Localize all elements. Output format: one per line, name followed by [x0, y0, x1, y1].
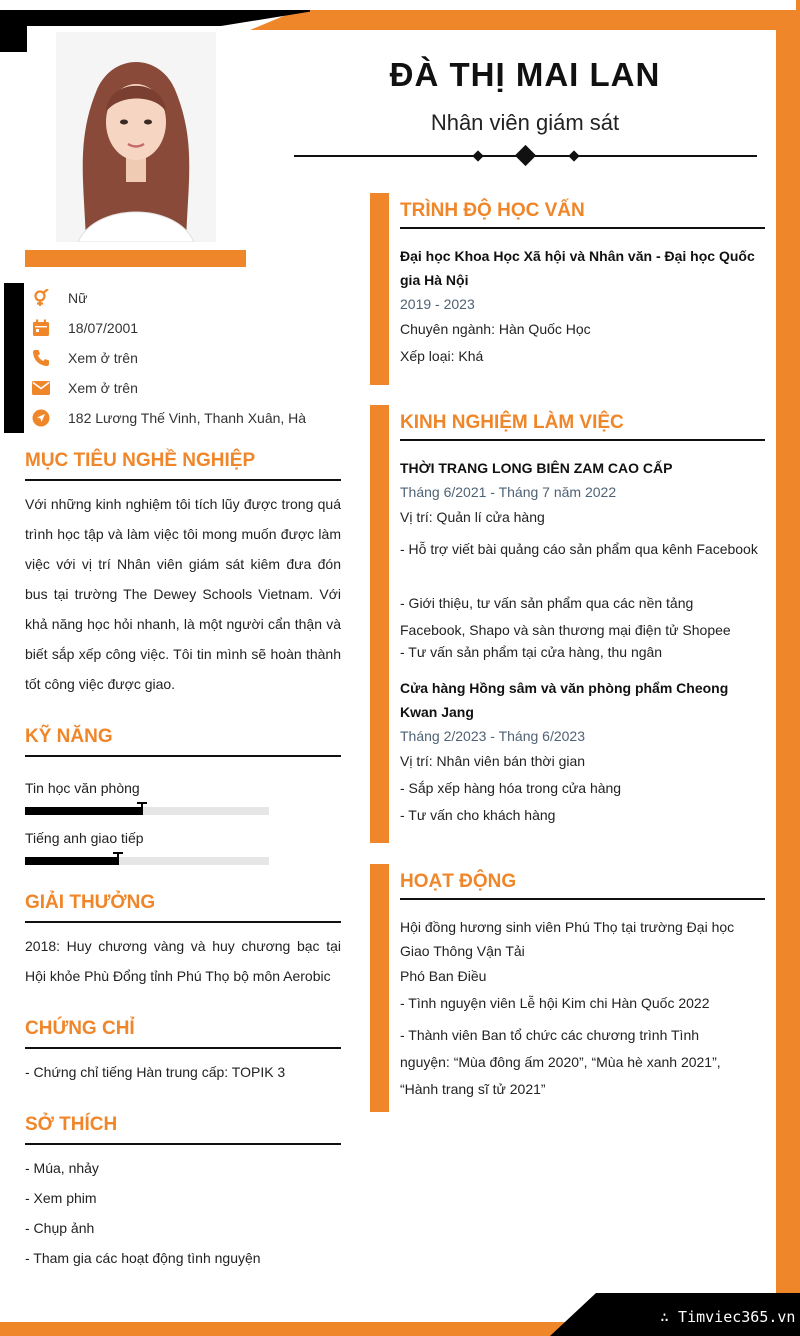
calendar-icon	[30, 317, 52, 339]
job-line: Vị trí: Nhân viên bán thời gian	[400, 753, 586, 769]
certificates-underline	[25, 1047, 341, 1049]
job-period: Tháng 2/2023 - Tháng 6/2023	[400, 728, 586, 744]
objective-underline	[25, 479, 341, 481]
skills-title: KỸ NĂNG	[25, 726, 113, 747]
hobby-item: - Chụp ảnh	[25, 1220, 95, 1236]
awards-underline	[25, 921, 341, 923]
contact-phone-text: Xem ở trên	[68, 350, 138, 366]
education-underline	[400, 227, 765, 229]
activities-accent-bar	[370, 864, 389, 1112]
contact-birthday	[30, 317, 330, 339]
certificate-item: - Chứng chỉ tiếng Hàn trung cấp: TOPIK 3	[25, 1064, 286, 1080]
contact-gender	[30, 287, 330, 309]
photo-accent-bar	[25, 250, 246, 267]
objective-title: MỤC TIÊU NGHỀ NGHIỆP	[25, 450, 256, 471]
awards-title: GIẢI THƯỞNG	[25, 892, 156, 913]
experience-title: KINH NGHIỆM LÀM VIỆC	[400, 412, 624, 433]
candidate-name: ĐÀ THỊ MAI LAN	[389, 56, 661, 93]
contact-email	[30, 377, 330, 399]
contact-phone	[30, 347, 330, 369]
contact-address-text: 182 Lương Thế Vinh, Thanh Xuân, Hà	[68, 410, 307, 426]
skill-bar	[25, 857, 269, 865]
job-line: - Tư vấn sản phẩm tại cửa hàng, thu ngân	[400, 644, 663, 660]
profile-photo	[56, 32, 216, 242]
education-title: TRÌNH ĐỘ HỌC VẤN	[400, 200, 585, 221]
phone-icon	[30, 347, 52, 369]
hobby-item: - Xem phim	[25, 1190, 97, 1206]
activities-underline	[400, 898, 765, 900]
education-accent-bar	[370, 193, 389, 385]
email-icon	[30, 377, 52, 399]
certificates-title: CHỨNG CHỈ	[25, 1018, 135, 1039]
education-grade: Xếp loại: Khá	[400, 348, 484, 364]
hobbies-title: SỞ THÍCH	[25, 1114, 118, 1135]
activity-role: Phó Ban Điều	[400, 968, 487, 984]
activity-line: - Thành viên Ban tổ chức các chương trình Tình nguyện: “Mùa đông ấm 2020”, “Mùa hè xanh 2021”, “Hành trang sĩ tử 2021”	[400, 1027, 721, 1097]
activity-org: Hội đồng hương sinh viên Phú Thọ tại trường Đại học Giao Thông Vận Tải	[400, 919, 735, 959]
job-line: - Tư vấn cho khách hàng	[400, 807, 556, 823]
experience-underline	[400, 439, 765, 441]
top-corner-gap	[774, 0, 796, 10]
divider-diamond-right	[568, 150, 579, 161]
contact-email-text: Xem ở trên	[68, 380, 138, 396]
job-company: THỜI TRANG LONG BIÊN ZAM CAO CẤP	[400, 460, 673, 476]
watermark: ∴ Timviec365.vn	[660, 1308, 796, 1326]
hobbies-underline	[25, 1143, 341, 1145]
skill-bar	[25, 807, 269, 815]
skill-bar-fill	[25, 857, 118, 865]
skill-bar-marker	[117, 852, 119, 865]
skill-label: Tin học văn phòng	[25, 780, 140, 796]
job-line: - Giới thiệu, tư vấn sản phẩm qua các nền tảng Facebook, Shapo và sàn thương mại điện tử Shopee	[400, 595, 731, 638]
job-period: Tháng 6/2021 - Tháng 7 năm 2022	[400, 484, 617, 500]
awards-text: 2018: Huy chương vàng và huy chương bạc tại Hội khỏe Phù Đổng tỉnh Phú Thọ bộ môn Aerobic	[25, 938, 341, 984]
gender-icon	[30, 287, 52, 309]
top-orange-band	[250, 10, 796, 30]
skill-bar-fill	[25, 807, 142, 815]
experience-accent-bar	[370, 405, 389, 843]
objective-text: Với những kinh nghiệm tôi tích lũy được trong quá trình học tập và làm việc tôi mong muốn được làm việc với vị trí Nhân viên giám sát kiêm đưa đón bus tại trường The Dewey Schools Vietnam. Với khả năng học hỏi nhanh, là một người cẩn thận và biết sắp xếp công việc. Tôi tin mình sẽ hoàn thành tốt công việc được giao.	[25, 496, 341, 692]
education-school: Đại học Khoa Học Xã hội và Nhân văn - Đại học Quốc gia Hà Nội	[400, 248, 755, 288]
job-line: - Sắp xếp hàng hóa trong cửa hàng	[400, 780, 622, 796]
education-major: Chuyên ngành: Hàn Quốc Học	[400, 321, 591, 337]
location-icon	[30, 407, 52, 429]
job-line: Vị trí: Quản lí cửa hàng	[400, 509, 545, 525]
right-orange-border	[776, 0, 800, 1336]
contact-gender-text: Nữ	[68, 290, 88, 306]
education-period: 2019 - 2023	[400, 296, 475, 312]
skill-label: Tiếng anh giao tiếp	[25, 830, 144, 846]
contact-side-bar	[4, 283, 24, 433]
job-company: Cửa hàng Hồng sâm và văn phòng phẩm Cheong Kwan Jang	[400, 680, 729, 720]
divider-diamond-center	[515, 145, 536, 166]
skills-underline	[25, 755, 341, 757]
activity-line: - Tình nguyện viên Lễ hội Kim chi Hàn Quốc 2022	[400, 995, 710, 1011]
hobby-item: - Tham gia các hoạt động tình nguyện	[25, 1250, 261, 1266]
contact-birthday-text: 18/07/2001	[68, 320, 139, 336]
candidate-position: Nhân viên giám sát	[430, 110, 620, 135]
skill-bar-marker	[141, 802, 143, 815]
hobby-item: - Múa, nhảy	[25, 1160, 99, 1176]
job-line: - Hỗ trợ viết bài quảng cáo sản phẩm qua kênh Facebook	[400, 541, 758, 557]
activities-title: HOẠT ĐỘNG	[400, 871, 517, 892]
divider-diamond-left	[472, 150, 483, 161]
contact-address	[30, 407, 330, 429]
